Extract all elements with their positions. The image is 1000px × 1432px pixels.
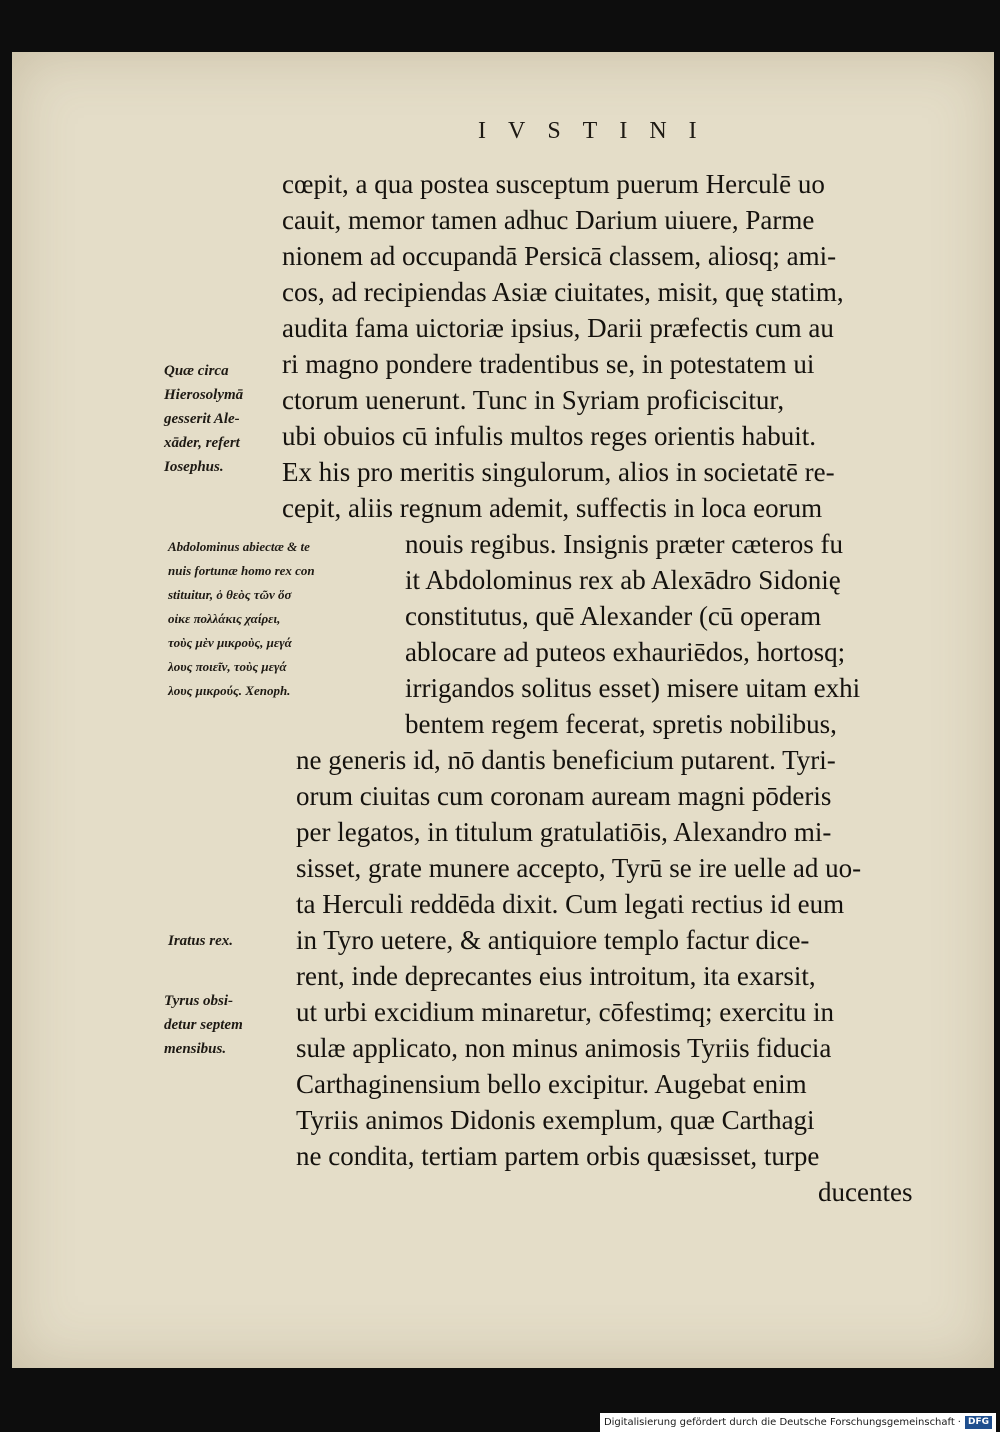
body-line: ri magno pondere tradentibus se, in potestatem ui bbox=[282, 349, 815, 379]
body-line: ablocare ad puteos exhauriēdos, hortosq; bbox=[405, 637, 846, 667]
body-line: cœpit, a qua postea susceptum puerum Herculē uo bbox=[282, 169, 825, 199]
margin-note-line: mensibus. bbox=[164, 1041, 227, 1057]
body-line: audita fama uictoriæ ipsius, Darii præfectis cum au bbox=[282, 313, 834, 343]
body-line: cos, ad recipiendas Asiæ ciuitates, misit, quę statim, bbox=[282, 277, 844, 307]
margin-note-line: τοὺς μὲν μικροὺς, μεγά bbox=[168, 635, 292, 650]
catchword: ducentes bbox=[818, 1177, 913, 1207]
body-line: nouis regibus. Insignis præter cæteros fu bbox=[405, 529, 843, 559]
margin-note-line: Iosephus. bbox=[164, 459, 224, 475]
body-line: bentem regem fecerat, spretis nobilibus, bbox=[405, 709, 837, 739]
body-line: ta Herculi reddēda dixit. Cum legati rectius id eum bbox=[296, 889, 845, 919]
body-line: ubi obuios cū infulis multos reges orientis habuit. bbox=[282, 421, 816, 451]
body-line: orum ciuitas cum coronam auream magni pōderis bbox=[296, 781, 832, 811]
body-line: sulæ applicato, non minus animosis Tyriis fiducia bbox=[296, 1033, 832, 1063]
body-line: Tyriis animos Didonis exemplum, quæ Carthagi bbox=[296, 1105, 815, 1135]
body-line: it Abdolominus rex ab Alexādro Sidonię bbox=[405, 565, 841, 595]
margin-note-line: οἰκε πολλάκις χαίρει, bbox=[168, 611, 281, 626]
dfg-logo-icon: DFG bbox=[965, 1416, 992, 1429]
margin-note-line: xāder, refert bbox=[164, 435, 240, 451]
margin-note-line: nuis fortunæ homo rex con bbox=[168, 563, 315, 578]
body-line: irrigandos solitus esset) misere uitam exhi bbox=[405, 673, 861, 703]
margin-note-line: λους μικρούς. Xenoph. bbox=[168, 683, 291, 698]
margin-note-line: Iratus rex. bbox=[168, 933, 234, 949]
margin-note-line: stituitur, ὁ θεὸς τῶν ὅσ bbox=[168, 587, 292, 602]
body-line: cepit, aliis regnum ademit, suffectis in loca eorum bbox=[282, 493, 823, 523]
body-line: per legatos, in titulum gratulatiōis, Alexandro mi- bbox=[296, 817, 832, 847]
margin-note-line: Abdolominus abiectæ & te bbox=[168, 539, 310, 554]
dfg-footer: Digitalisierung gefördert durch die Deutsche Forschungsgemeinschaft · DFG bbox=[600, 1413, 996, 1432]
body-line: Carthaginensium bello excipitur. Augebat enim bbox=[296, 1069, 807, 1099]
body-line: ne generis id, nō dantis beneficium putarent. Tyri- bbox=[296, 745, 836, 775]
margin-note-line: Hierosolymā bbox=[164, 387, 244, 403]
footer-text: Digitalisierung gefördert durch die Deutsche Forschungsgemeinschaft bbox=[603, 1417, 955, 1428]
margin-note-line: detur septem bbox=[164, 1017, 243, 1033]
body-line: ctorum uenerunt. Tunc in Syriam proficiscitur, bbox=[282, 385, 785, 415]
margin-note-line: λους ποιεῖν, τοὺς μεγά bbox=[168, 659, 287, 674]
body-line: ut urbi excidium minaretur, cōfestimq; exercitu in bbox=[296, 997, 835, 1027]
body-line: nionem ad occupandā Persicā classem, aliosq; ami- bbox=[282, 241, 837, 271]
margin-note-line: Tyrus obsi- bbox=[164, 993, 234, 1009]
body-line: cauit, memor tamen adhuc Darium uiuere, Parme bbox=[282, 205, 815, 235]
margin-note-line: gesserit Ale- bbox=[164, 411, 240, 427]
body-line: in Tyro uetere, & antiquiore templo factur dice- bbox=[296, 925, 810, 955]
margin-note-line: Quæ circa bbox=[164, 363, 229, 379]
body-line: Ex his pro meritis singulorum, alios in societatē re- bbox=[282, 457, 835, 487]
running-title: IVSTINI bbox=[478, 118, 719, 144]
body-line: rent, inde deprecantes eius introitum, ita exarsit, bbox=[296, 961, 816, 991]
body-line: sisset, grate munere accepto, Tyrū se ire uelle ad uo- bbox=[296, 853, 862, 883]
body-line: ne condita, tertiam partem orbis quæsisset, turpe bbox=[296, 1141, 820, 1171]
body-line: constitutus, quē Alexander (cū operam bbox=[405, 601, 822, 631]
